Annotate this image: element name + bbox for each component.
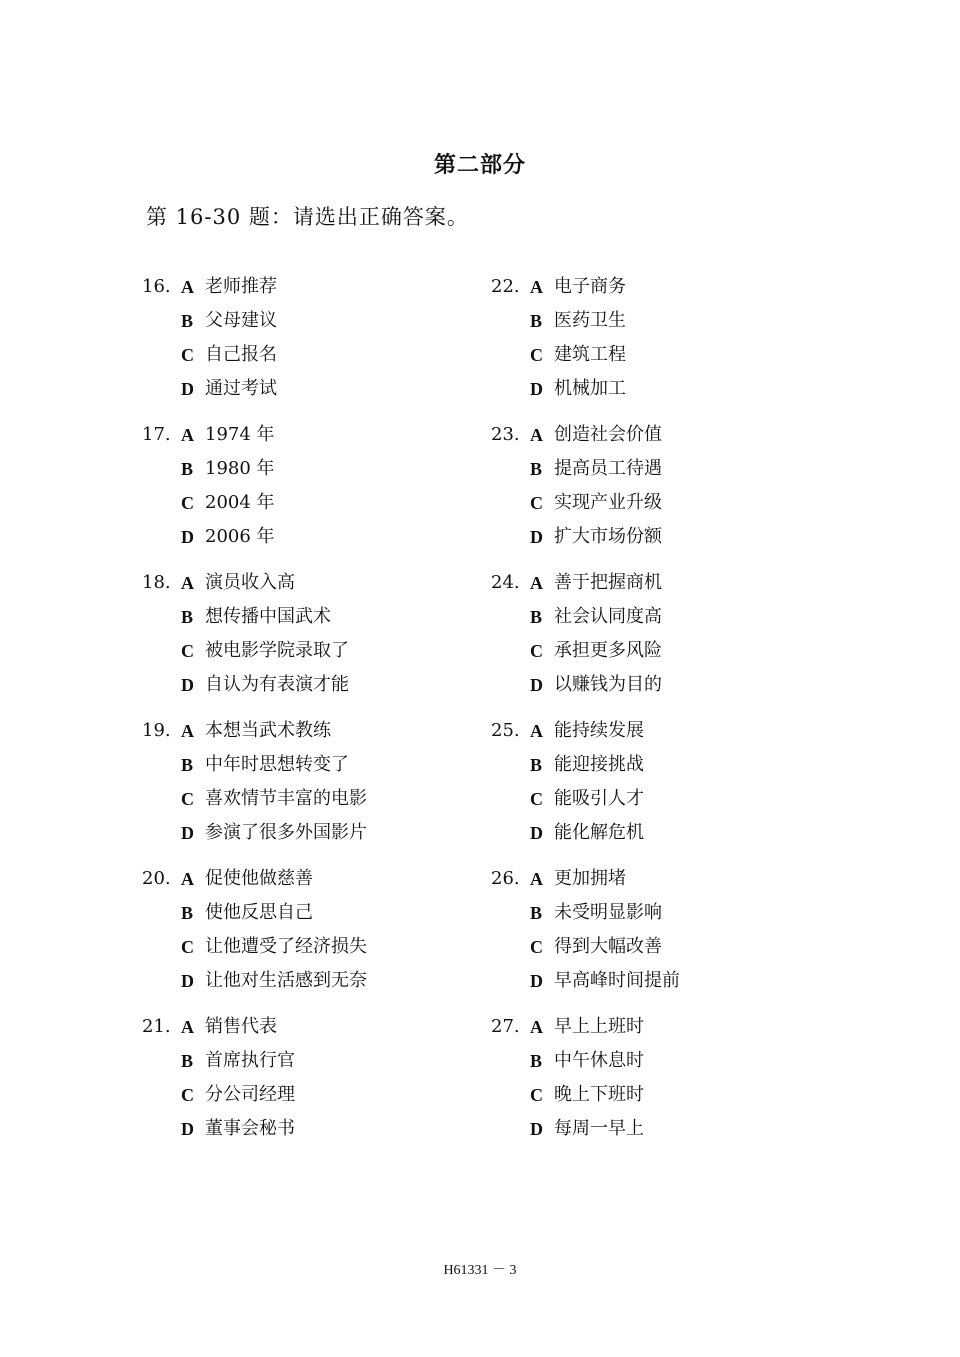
question-item <box>491 272 851 420</box>
option-letter: D <box>181 527 194 547</box>
answer-option <box>142 522 502 556</box>
option-letter: C <box>181 641 194 661</box>
option-text: 创造社会价值 <box>554 424 662 445</box>
option-text: 以赚钱为目的 <box>554 674 662 695</box>
answer-option <box>491 750 851 784</box>
answer-option <box>491 784 851 818</box>
option-letter: C <box>530 937 543 957</box>
answer-option <box>491 966 851 1000</box>
question-number: 18. <box>142 572 171 593</box>
answer-option <box>491 374 851 408</box>
option-letter: A <box>181 1017 194 1037</box>
option-text: 每周一早上 <box>554 1118 644 1139</box>
answer-option <box>491 306 851 340</box>
option-text: 早高峰时间提前 <box>554 970 680 991</box>
option-text: 得到大幅改善 <box>554 936 662 957</box>
question-number: 20. <box>142 868 171 889</box>
option-text: 想传播中国武术 <box>205 606 331 627</box>
option-letter: D <box>181 675 194 695</box>
option-letter: C <box>181 493 194 513</box>
answer-option <box>491 420 851 454</box>
option-text: 喜欢情节丰富的电影 <box>205 788 367 809</box>
option-letter: D <box>530 971 543 991</box>
answer-option <box>491 716 851 750</box>
option-text: 实现产业升级 <box>554 492 662 513</box>
option-letter: C <box>181 345 194 365</box>
answer-option <box>491 602 851 636</box>
option-text: 承担更多风险 <box>554 640 662 661</box>
option-letter: A <box>181 869 194 889</box>
option-letter: A <box>530 869 543 889</box>
answer-option <box>491 818 851 852</box>
question-number: 19. <box>142 720 171 741</box>
option-letter: A <box>530 277 543 297</box>
option-text: 促使他做慈善 <box>205 868 313 889</box>
answer-option <box>142 966 502 1000</box>
option-letter: C <box>530 1085 543 1105</box>
option-letter: C <box>530 641 543 661</box>
question-item <box>142 568 502 716</box>
option-text: 父母建议 <box>205 310 277 331</box>
option-text: 销售代表 <box>205 1016 277 1037</box>
option-letter: B <box>530 755 543 775</box>
option-text: 电子商务 <box>554 276 626 297</box>
option-letter: D <box>530 675 543 695</box>
option-text: 能持续发展 <box>554 720 644 741</box>
answer-option <box>491 340 851 374</box>
option-letter: B <box>530 1051 543 1071</box>
option-text: 中年时思想转变了 <box>205 754 349 775</box>
question-item <box>142 864 502 1012</box>
option-text: 提高员工待遇 <box>554 458 662 479</box>
option-text: 首席执行官 <box>205 1050 295 1071</box>
answer-option <box>491 898 851 932</box>
answer-option <box>491 488 851 522</box>
answer-option <box>491 568 851 602</box>
option-letter: C <box>530 493 543 513</box>
option-letter: B <box>181 607 194 627</box>
answer-option <box>142 784 502 818</box>
question-item <box>142 420 502 568</box>
part-title: 第二部分 <box>433 153 526 178</box>
answer-option <box>142 1012 502 1046</box>
answer-option <box>491 932 851 966</box>
option-letter: B <box>181 903 194 923</box>
option-text: 董事会秘书 <box>205 1118 295 1139</box>
option-letter: D <box>530 527 543 547</box>
option-text: 让他对生活感到无奈 <box>205 970 367 991</box>
option-letter: A <box>181 425 194 445</box>
answer-option <box>142 670 502 704</box>
answer-option <box>142 818 502 852</box>
answer-option <box>491 1114 851 1148</box>
option-letter: B <box>181 459 194 479</box>
option-text: 老师推荐 <box>205 276 277 297</box>
answer-option <box>142 488 502 522</box>
answer-option <box>142 636 502 670</box>
option-letter: B <box>181 311 194 331</box>
option-text: 扩大市场份额 <box>554 526 662 547</box>
option-text: 机械加工 <box>554 378 626 399</box>
option-letter: D <box>530 379 543 399</box>
answer-option <box>491 636 851 670</box>
option-text: 1974 年 <box>205 424 275 445</box>
option-letter: C <box>530 789 543 809</box>
option-letter: C <box>530 345 543 365</box>
answer-option <box>491 272 851 306</box>
option-text: 能吸引人才 <box>554 788 644 809</box>
option-letter: A <box>181 573 194 593</box>
option-text: 通过考试 <box>205 378 277 399</box>
option-letter: B <box>530 607 543 627</box>
answer-option <box>491 864 851 898</box>
question-item <box>142 716 502 864</box>
option-text: 让他遭受了经济损失 <box>205 936 367 957</box>
option-letter: B <box>530 903 543 923</box>
option-text: 参演了很多外国影片 <box>205 822 367 843</box>
page-footer: H61331 － 3 <box>443 1263 517 1278</box>
option-letter: D <box>181 379 194 399</box>
question-number: 22. <box>491 276 520 297</box>
question-item <box>491 420 851 568</box>
question-number: 27. <box>491 1016 520 1037</box>
answer-option <box>142 306 502 340</box>
option-text: 早上上班时 <box>554 1016 644 1037</box>
option-text: 善于把握商机 <box>554 572 662 593</box>
option-letter: A <box>530 573 543 593</box>
option-letter: A <box>530 721 543 741</box>
option-letter: D <box>181 971 194 991</box>
question-number: 25. <box>491 720 520 741</box>
question-item <box>491 716 851 864</box>
question-number: 21. <box>142 1016 171 1037</box>
answer-option <box>491 1046 851 1080</box>
option-letter: D <box>181 1119 194 1139</box>
left-question-column <box>142 272 502 1160</box>
option-letter: B <box>530 311 543 331</box>
question-item <box>491 1012 851 1160</box>
option-letter: C <box>181 937 194 957</box>
option-letter: C <box>181 1085 194 1105</box>
question-number: 26. <box>491 868 520 889</box>
answer-option <box>142 932 502 966</box>
option-letter: D <box>530 1119 543 1139</box>
answer-option <box>142 898 502 932</box>
option-letter: B <box>181 1051 194 1071</box>
question-item <box>491 568 851 716</box>
right-question-column <box>491 272 851 1160</box>
answer-option <box>142 1080 502 1114</box>
option-text: 能化解危机 <box>554 822 644 843</box>
option-text: 演员收入高 <box>205 572 295 593</box>
answer-option <box>142 864 502 898</box>
question-number: 16. <box>142 276 171 297</box>
option-text: 自己报名 <box>205 344 277 365</box>
option-letter: A <box>181 721 194 741</box>
option-text: 2006 年 <box>205 526 275 547</box>
answer-option <box>142 272 502 306</box>
answer-option <box>142 1114 502 1148</box>
answer-option <box>142 1046 502 1080</box>
answer-option <box>142 340 502 374</box>
option-letter: C <box>181 789 194 809</box>
option-text: 1980 年 <box>205 458 275 479</box>
option-text: 使他反思自己 <box>205 902 313 923</box>
option-letter: A <box>530 425 543 445</box>
question-number: 23. <box>491 424 520 445</box>
option-letter: D <box>530 823 543 843</box>
option-text: 分公司经理 <box>205 1084 295 1105</box>
answer-option <box>491 1012 851 1046</box>
option-text: 建筑工程 <box>554 344 626 365</box>
answer-option <box>491 670 851 704</box>
option-letter: B <box>530 459 543 479</box>
question-number: 24. <box>491 572 520 593</box>
answer-option <box>491 1080 851 1114</box>
option-text: 中午休息时 <box>554 1050 644 1071</box>
question-item <box>142 1012 502 1160</box>
option-text: 本想当武术教练 <box>205 720 331 741</box>
option-text: 自认为有表演才能 <box>205 674 349 695</box>
option-text: 更加拥堵 <box>554 868 626 889</box>
option-letter: B <box>181 755 194 775</box>
option-text: 医药卫生 <box>554 310 626 331</box>
option-letter: A <box>181 277 194 297</box>
question-item <box>142 272 502 420</box>
answer-option <box>142 602 502 636</box>
question-number: 17. <box>142 424 171 445</box>
answer-option <box>491 454 851 488</box>
answer-option <box>142 568 502 602</box>
option-letter: A <box>530 1017 543 1037</box>
answer-option <box>142 374 502 408</box>
option-text: 被电影学院录取了 <box>205 640 349 661</box>
option-text: 未受明显影响 <box>554 902 662 923</box>
instruction-text: 第 16-30 题：请选出正确答案。 <box>146 205 469 229</box>
answer-option <box>142 420 502 454</box>
option-letter: D <box>181 823 194 843</box>
answer-option <box>142 716 502 750</box>
option-text: 2004 年 <box>205 492 275 513</box>
option-text: 晚上下班时 <box>554 1084 644 1105</box>
answer-option <box>142 750 502 784</box>
option-text: 能迎接挑战 <box>554 754 644 775</box>
option-text: 社会认同度高 <box>554 606 662 627</box>
answer-option <box>491 522 851 556</box>
question-item <box>491 864 851 1012</box>
answer-option <box>142 454 502 488</box>
